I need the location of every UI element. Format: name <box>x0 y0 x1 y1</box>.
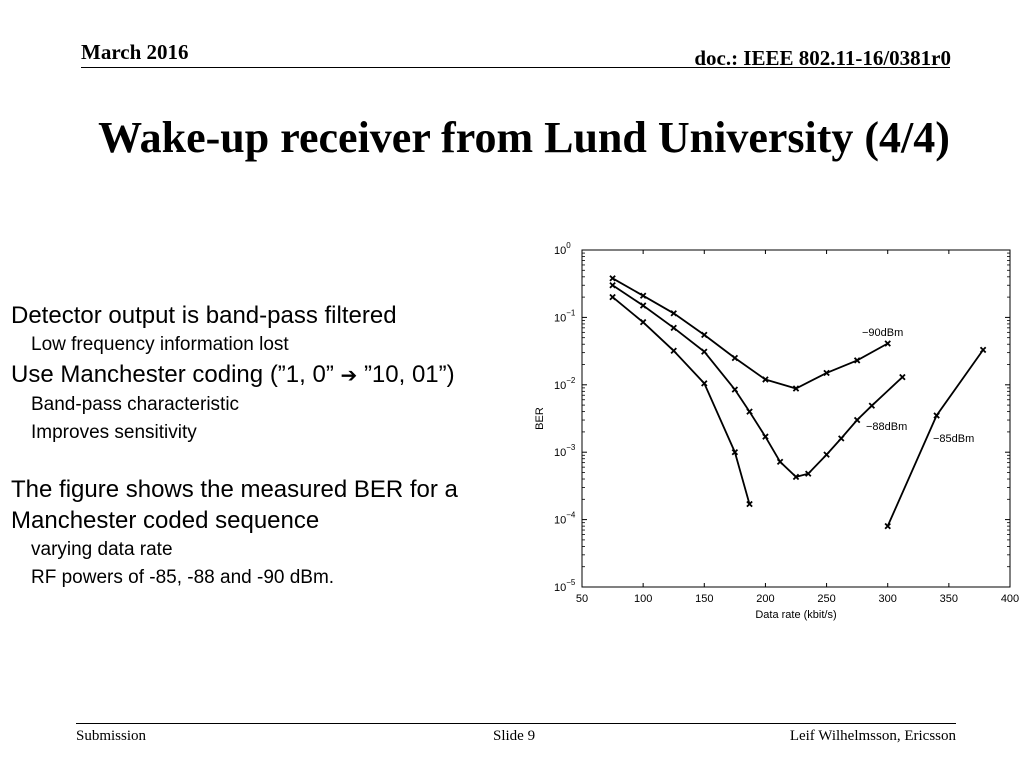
data-point <box>641 303 646 308</box>
data-point <box>671 348 676 353</box>
slide-title: Wake-up receiver from Lund University (4/4) <box>98 113 950 162</box>
series-label: −85dBm <box>933 433 975 445</box>
y-axis-label: BER <box>534 407 546 430</box>
data-point <box>747 409 752 414</box>
header-rule <box>81 67 950 68</box>
sub-bullet-sensitivity: Improves sensitivity <box>31 422 197 443</box>
sub-bullet-rf-powers: RF powers of -85, -88 and -90 dBm. <box>31 567 335 588</box>
bullet-manchester-coding <box>11 359 551 391</box>
bullet-detector-output: Detector output is band-pass filtered <box>11 302 397 329</box>
manchester-prefix: Use Manchester coding <box>11 361 264 388</box>
plot-frame <box>582 250 1010 587</box>
bullet-figure-line2: Manchester coded sequence <box>11 507 320 534</box>
x-axis-label: Data rate (kbit/s) <box>755 609 837 621</box>
x-tick-label: 100 <box>633 593 653 605</box>
footer-rule <box>76 723 956 724</box>
data-point <box>869 403 874 408</box>
y-tick-label: $10^{-1}$ <box>554 308 576 325</box>
data-point <box>824 452 829 457</box>
sub-bullet-data-rate: varying data rate <box>31 539 173 560</box>
series-line <box>613 285 903 477</box>
series-label: −88dBm <box>866 421 908 433</box>
slide-body <box>11 300 551 592</box>
right-arrow-icon: ➔ <box>340 363 358 387</box>
manchester-map-from: (”1, 0” <box>269 361 334 388</box>
footer-submission: Submission <box>76 728 147 744</box>
sub-bullet-low-frequency: Low frequency information lost <box>31 334 289 355</box>
data-point <box>855 417 860 422</box>
x-tick-label: 250 <box>817 593 836 605</box>
data-point <box>778 459 783 464</box>
data-point <box>900 375 905 380</box>
x-tick-label: 350 <box>939 593 959 605</box>
ber-chart <box>525 235 1020 630</box>
series-line <box>613 297 750 504</box>
y-tick-label: $10^{-3}$ <box>554 443 576 460</box>
data-point <box>732 387 737 392</box>
x-tick-label: 400 <box>1000 593 1020 605</box>
x-tick-label: 50 <box>575 593 589 605</box>
data-point <box>702 349 707 354</box>
manchester-map-to: ”10, 01”) <box>363 361 455 388</box>
x-tick-label: 150 <box>695 593 714 605</box>
series-label: −90dBm <box>862 327 904 339</box>
data-point <box>610 295 615 300</box>
data-point <box>702 332 707 337</box>
y-tick-label: $10^{-4}$ <box>554 510 576 527</box>
x-tick-label: 300 <box>878 593 897 605</box>
data-point <box>610 283 615 288</box>
bullet-figure-line1: The figure shows the measured BER for a <box>11 476 458 503</box>
x-tick-label: 200 <box>756 593 775 605</box>
data-point <box>641 320 646 325</box>
data-point <box>839 436 844 441</box>
data-point <box>980 347 985 352</box>
data-point <box>732 355 737 360</box>
y-tick-label: $10^0$ <box>554 241 571 257</box>
data-point <box>671 325 676 330</box>
y-tick-label: $10^{-5}$ <box>554 578 576 594</box>
header-doc-id: doc.: IEEE 802.11-16/0381r0 <box>694 46 951 70</box>
header-date: March 2016 <box>81 40 189 64</box>
sub-bullet-band-pass: Band-pass characteristic <box>31 394 240 415</box>
data-point <box>671 311 676 316</box>
y-tick-label: $10^{-2}$ <box>554 375 576 392</box>
footer-author: Leif Wilhelmsson, Ericsson <box>789 728 956 744</box>
footer-slide-number: Slide 9 <box>493 728 536 744</box>
